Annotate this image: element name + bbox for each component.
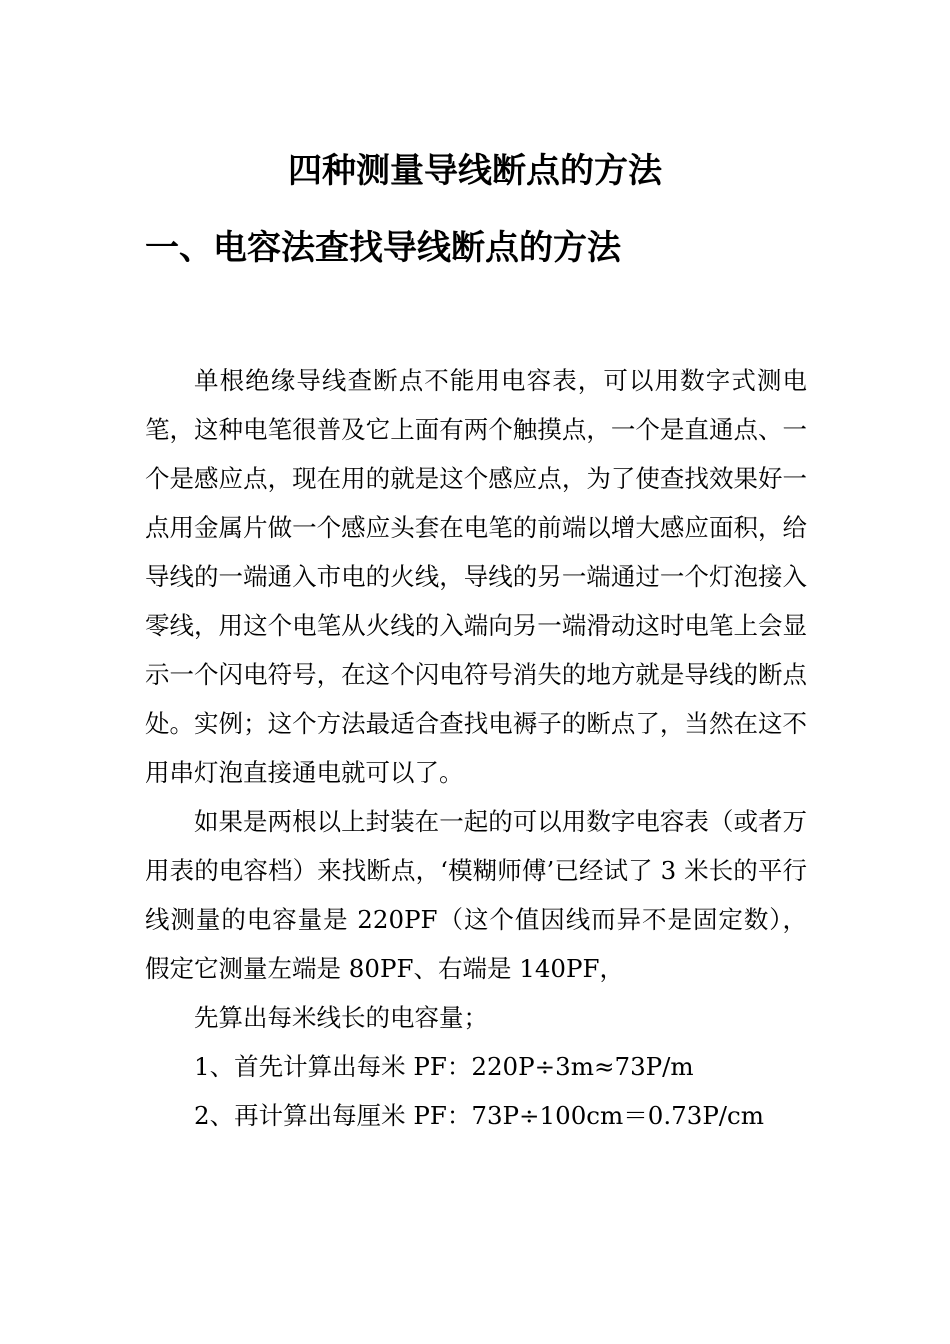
paragraph-step-2: 2、再计算出每厘米 PF：73P÷100cm＝0.73P/cm [194,1101,765,1130]
paragraph-calc-intro: 先算出每米线长的电容量； [194,1003,488,1032]
body-text [145,356,807,1140]
paragraph-multi-wire-capacitance: 如果是两根以上封装在一起的可以用数字电容表（或者万用表的电容档）来找断点，‘模糊师傅’已经试了 3 米长的平行线测量的电容量是 220PF（这个值因线而异不是固定数），假定它测量左端是 80PF、右端是 140PF， [145,807,807,983]
document-title: 四种测量导线断点的方法 [288,151,662,191]
paragraph-single-wire-test-pen: 单根绝缘导线查断点不能用电容表，可以用数字式测电笔，这种电笔很普及它上面有两个触摸点，一个是直通点、一个是感应点，现在用的就是这个感应点，为了使查找效果好一点用金属片做一个感应头套在电笔的前端以增大感应面积，给导线的一端通入市电的火线，导线的另一端通过一个灯泡接入零线，用这个电笔从火线的入端向另一端滑动这时电笔上会显示一个闪电符号，在这个闪电符号消失的地方就是导线的断点处。实例；这个方法最适合查找电褥子的断点了，当然在这不用串灯泡直接通电就可以了。 [145,366,807,787]
section-heading-capacitance-method: 一、电容法查找导线断点的方法 [145,228,621,268]
paragraph-step-1: 1、首先计算出每米 PF：220P÷3m≈73P/m [194,1052,694,1081]
